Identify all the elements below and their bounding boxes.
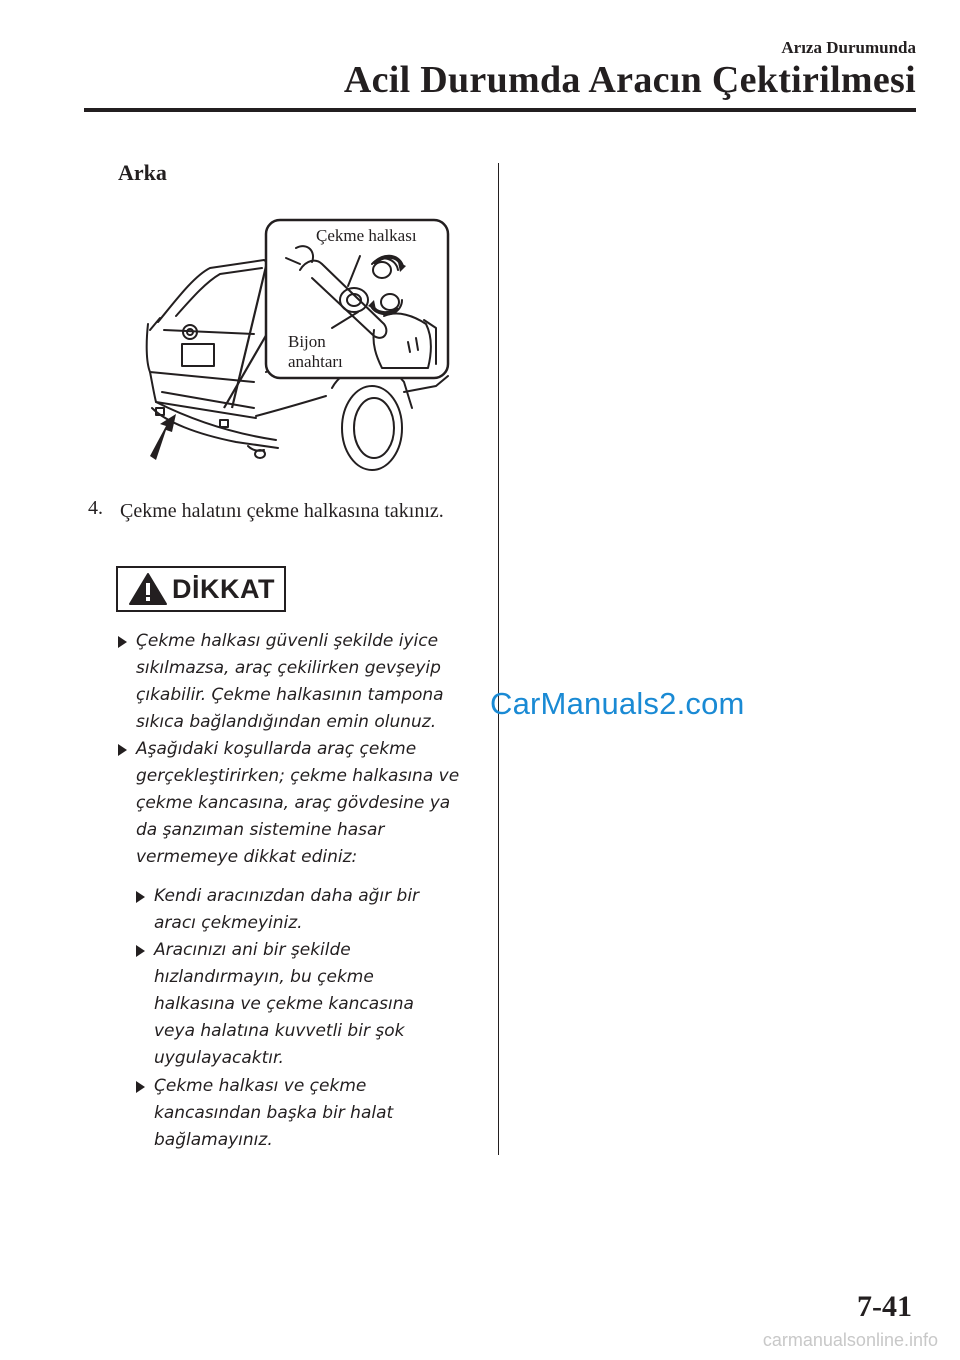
bullet-arrow-icon <box>136 937 154 1072</box>
step-text: Çekme halatını çekme halkasına takınız. <box>120 500 444 522</box>
rear-tow-hook-illustration <box>136 212 452 474</box>
warning-triangle-icon <box>128 572 168 606</box>
caution-title: DİKKAT <box>172 573 275 604</box>
bullet-arrow-icon <box>136 883 154 937</box>
header-rule <box>84 108 916 112</box>
caution-sub-bullet <box>136 883 446 937</box>
wrench-label-line2: anahtarı <box>288 352 343 371</box>
pointer-arrow-icon <box>150 414 176 460</box>
bullet-arrow-icon <box>118 736 136 871</box>
watermark-bottom-text: carmanualsonline.info <box>762 1330 938 1350</box>
bullet-arrow-icon <box>136 1073 154 1154</box>
section-label: Arıza Durumunda <box>781 38 916 57</box>
wrench-label-line1: Bijon <box>288 332 326 351</box>
tow-ring-label: Çekme halkası <box>316 226 417 245</box>
bullet-text: Çekme halkası güvenli şekilde iyice sıkılmazsa, araç çekilirken gevşeyip çıkabilir. Çekme halkasının tampona sıkıca bağlandığından emin olunuz. <box>136 631 444 732</box>
caution-box <box>116 566 286 612</box>
page-number: 7-41 <box>857 1290 912 1323</box>
caution-bullet <box>118 736 468 871</box>
bullet-arrow-icon <box>118 628 136 736</box>
caution-bullet <box>118 628 468 736</box>
bullet-text: Aracınızı ani bir şekilde hızlandırmayın, bu çekme halkasına ve çekme kancasına veya halatına kuvvetli bir şok uygulayacaktır. <box>154 940 414 1068</box>
watermark-text: CarManuals2.com <box>490 686 745 721</box>
bullet-text: Çekme halkası ve çekme kancasından başka bir halat bağlamayınız. <box>154 1076 394 1150</box>
chapter-title: Acil Durumda Aracın Çektirilmesi <box>343 59 916 101</box>
caution-sub-bullet <box>136 937 436 1072</box>
bullet-text: Kendi aracınızdan daha ağır bir aracı çekmeyiniz. <box>154 886 420 933</box>
caution-sub-bullet <box>136 1073 436 1154</box>
step-number: 4. <box>88 497 103 519</box>
subheading: Arka <box>118 160 167 185</box>
bullet-text: Aşağıdaki koşullarda araç çekme gerçekleştirirken; çekme halkasına ve çekme kancasına, araç gövdesine ya da şanzıman sistemine hasar vermemeye dikkat ediniz: <box>136 739 460 867</box>
column-divider <box>498 163 499 1155</box>
